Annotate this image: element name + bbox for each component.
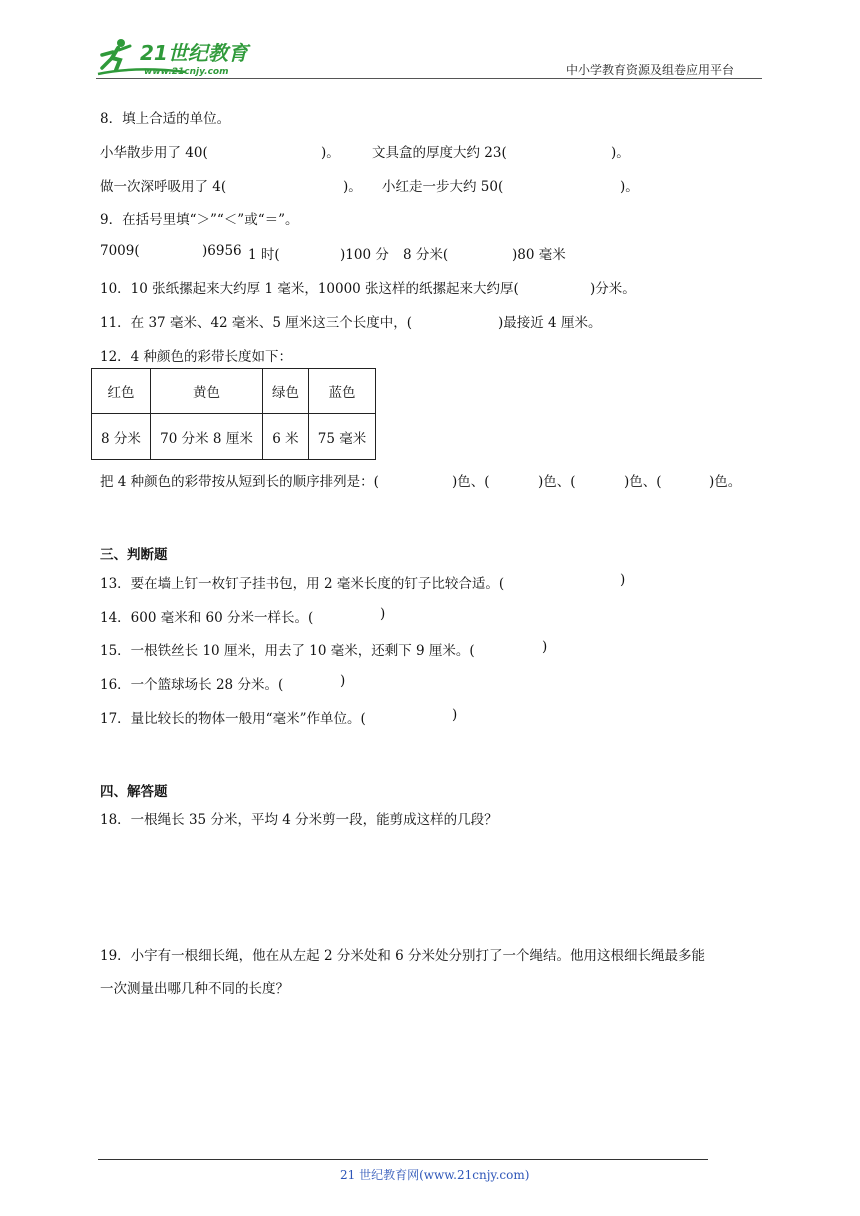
q10-tail: )分米。: [590, 281, 636, 297]
q9-item1b: )6956: [202, 243, 242, 259]
q19-line1: 19．小宇有一根细长绳，他在从左起 2 分米处和 6 分米处分别打了一个绳结。他用这根细长绳最多能: [100, 948, 706, 964]
q16-tail: ): [340, 673, 346, 689]
q12-order-1: 把 4 种颜色的彩带按从短到长的顺序排列是：(: [100, 474, 379, 490]
q14-tail: ): [380, 606, 386, 622]
footer-link[interactable]: 21 世纪教育网(www.21cnjy.com): [340, 1168, 530, 1182]
q18-text: 18．一根绳长 35 分米，平均 4 分米剪一段，能剪成这样的几段？: [100, 812, 498, 828]
q13-tail: ): [620, 572, 626, 588]
q12-order-4: )色、(: [624, 474, 662, 490]
q16-text: 16．一个篮球场长 28 分米。(: [100, 677, 284, 693]
footer-rule: [98, 1159, 708, 1160]
q10-text: 10．10 张纸摞起来大约厚 1 毫米，10000 张这样的纸摞起来大约厚(: [100, 281, 519, 297]
q9-item1a: 7009(: [100, 243, 140, 259]
q12-order-3: )色、(: [538, 474, 576, 490]
q9-item3b: )80 毫米: [512, 247, 566, 263]
q8-part3: 文具盒的厚度大约 23(: [372, 145, 507, 161]
q8-part5: 做一次深呼吸用了 4(: [100, 179, 227, 195]
q11-tail: )最接近 4 厘米。: [498, 315, 602, 331]
q17-tail: ): [452, 707, 458, 723]
site-tagline: 中小学教育资源及组卷应用平台: [566, 63, 735, 77]
table-header-yellow: 黄色: [151, 369, 263, 414]
table-value-red: 8 分米: [92, 414, 151, 460]
table-header-green: 绿色: [263, 369, 309, 414]
q15-text: 15．一根铁丝长 10 厘米，用去了 10 毫米，还剩下 9 厘米。(: [100, 643, 475, 659]
q14-text: 14．600 毫米和 60 分米一样长。(: [100, 610, 314, 626]
site-logo: [96, 38, 266, 78]
section4-heading: 四、解答题: [100, 784, 168, 800]
q9-item2b: )100 分: [340, 247, 389, 263]
table-value-green: 6 米: [263, 414, 309, 460]
header-rule: [96, 78, 762, 79]
q8-part1: 小华散步用了 40(: [100, 145, 208, 161]
q8-part4: )。: [611, 145, 630, 161]
section3-heading: 三、判断题: [100, 547, 168, 563]
q8-part8: )。: [620, 179, 639, 195]
logo-text: 21世纪教育: [140, 41, 248, 65]
table-value-yellow: 70 分米 8 厘米: [151, 414, 263, 460]
q11-text: 11．在 37 毫米、42 毫米、5 厘米这三个长度中，(: [100, 315, 413, 331]
q8-part2: )。: [321, 145, 340, 161]
ribbon-length-table: [91, 368, 376, 460]
table-header-blue: 蓝色: [309, 369, 376, 414]
q8-part7: 小红走一步大约 50(: [382, 179, 504, 195]
q15-tail: ): [542, 639, 548, 655]
q9-item2a: 1 时(: [248, 247, 280, 263]
table-value-blue: 75 毫米: [309, 414, 376, 460]
q19-line2: 一次测量出哪几种不同的长度？: [100, 981, 289, 997]
q9-item3a: 8 分米(: [403, 247, 449, 263]
q8-part6: )。: [343, 179, 362, 195]
table-header-red: 红色: [92, 369, 151, 414]
q17-text: 17．量比较长的物体一般用“毫米”作单位。(: [100, 711, 366, 727]
q12-order-5: )色。: [709, 474, 742, 490]
q8-title: 8．填上合适的单位。: [100, 111, 231, 127]
logo-url: www.21cnjy.com: [144, 67, 229, 77]
q13-text: 13．要在墙上钉一枚钉子挂书包，用 2 毫米长度的钉子比较合适。(: [100, 576, 505, 592]
q9-title: 9．在括号里填“＞”“＜”或“＝”。: [100, 212, 299, 228]
q12-order-2: )色、(: [452, 474, 490, 490]
q12-title: 12．4 种颜色的彩带长度如下：: [100, 349, 293, 365]
